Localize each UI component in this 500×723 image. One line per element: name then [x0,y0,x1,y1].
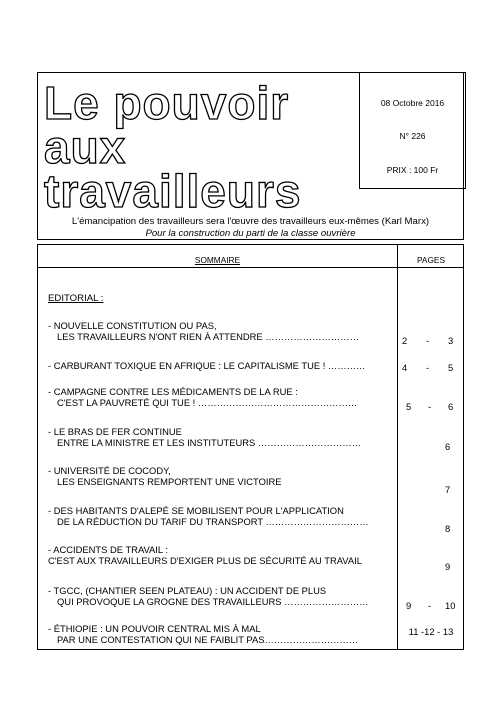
issue-info-box [359,72,466,189]
toc-entry[interactable] [48,585,393,607]
title-line-2: aux [44,121,127,173]
toc-entry[interactable] [48,320,393,342]
page-start: 5 [406,401,412,412]
entry-line-2: LES TRAVAILLEURS N'ONT RIEN À ATTENDRE ………………………… [57,331,360,342]
toc-entry[interactable] [48,426,393,448]
toc-entry[interactable] [48,623,393,645]
entry-line-2: QUI PROVOQUE LA GROGNE DES TRAVAILLEURS ……………………… [57,596,369,607]
newspaper-title [44,77,302,217]
page-number: 9 [445,561,451,572]
page-end: 10 [445,600,456,611]
toc-entry[interactable] [48,505,393,527]
entry-line-2: C'EST LA PAUVRETÉ QUI TUE ! …………………………………………… [57,397,358,408]
toc-entry[interactable] [48,544,393,566]
page-dash: - [428,401,432,412]
entry-line-1: - CARBURANT TOXIQUE EN AFRIQUE : LE CAPITALISME TUE ! ………… [48,360,366,371]
entry-line-1: - ACCIDENTS DE TRAVAIL : [48,544,168,555]
page-start: 2 [402,335,408,346]
page-dash: - [428,600,432,611]
entry-line-1: - UNIVERSITÉ DE COCODY, [48,465,171,476]
issue-number: N° 226 [399,131,426,141]
entry-line-1: - NOUVELLE CONSTITUTION OU PAS, [48,320,217,331]
issue-date: 08 Octobre 2016 [380,98,445,108]
page-range: 11 -12 - 13 [408,626,454,637]
entry-line-2: ENTRE LA MINISTRE ET LES INSTITUTEURS …………………………… [57,437,362,448]
entry-line-1: - ÉTHIOPIE : UN POUVOIR CENTRAL MIS À MAL [48,623,261,634]
page-start: 9 [406,600,412,611]
page-end: 6 [448,401,454,412]
pages-header: PAGES [417,255,445,265]
page-start: 4 [402,362,408,373]
toc-entry[interactable] [48,360,393,371]
masthead [37,72,464,240]
toc-entry[interactable] [48,465,393,487]
entry-line-1: - LE BRAS DE FER CONTINUE [48,426,182,437]
page-number: 8 [445,523,451,534]
page-end: 3 [448,335,454,346]
page-dash: - [426,362,430,373]
header-divider [38,267,463,268]
issue-price: PRIX : 100 Fr [386,165,439,175]
section-editorial: EDITORIAL : [48,293,104,304]
sommaire-header: SOMMAIRE [194,255,241,265]
title-line-3: travailleurs [44,165,302,217]
page-end: 5 [448,362,454,373]
page-dash: - [426,335,430,346]
motto: L'émancipation des travailleurs sera l'œuvre des travailleurs eux-mêmes (Karl Marx) [71,216,430,227]
toc-entry[interactable] [48,386,393,408]
entry-line-1: - DES HABITANTS D'ALEPÉ SE MOBILISENT POUR L'APPLICATION [48,505,344,516]
entry-line-2: LES ENSEIGNANTS REMPORTENT UNE VICTOIRE [57,476,282,487]
title-line-1: Le pouvoir [44,77,290,129]
entry-line-1: - CAMPAGNE CONTRE LES MÉDICAMENTS DE LA RUE : [48,386,298,397]
entry-line-2: C'EST AUX TRAVAILLEURS D'EXIGER PLUS DE SÉCURITÉ AU TRAVAIL [48,555,362,566]
table-of-contents [37,244,464,650]
entry-line-1: - TGCC, (CHANTIER SEEN PLATEAU) : UN ACCIDENT DE PLUS [48,585,327,596]
entry-line-2: PAR UNE CONTESTATION QUI NE FAIBLIT PAS………………………… [57,634,359,645]
page-number: 6 [445,441,451,452]
entry-line-2: DE LA RÉDUCTION DU TARIF DU TRANSPORT …………………………… [57,516,369,527]
column-divider [397,245,398,649]
tagline: Pour la construction du parti de la classe ouvrière [145,228,356,239]
page-number: 7 [445,484,451,495]
